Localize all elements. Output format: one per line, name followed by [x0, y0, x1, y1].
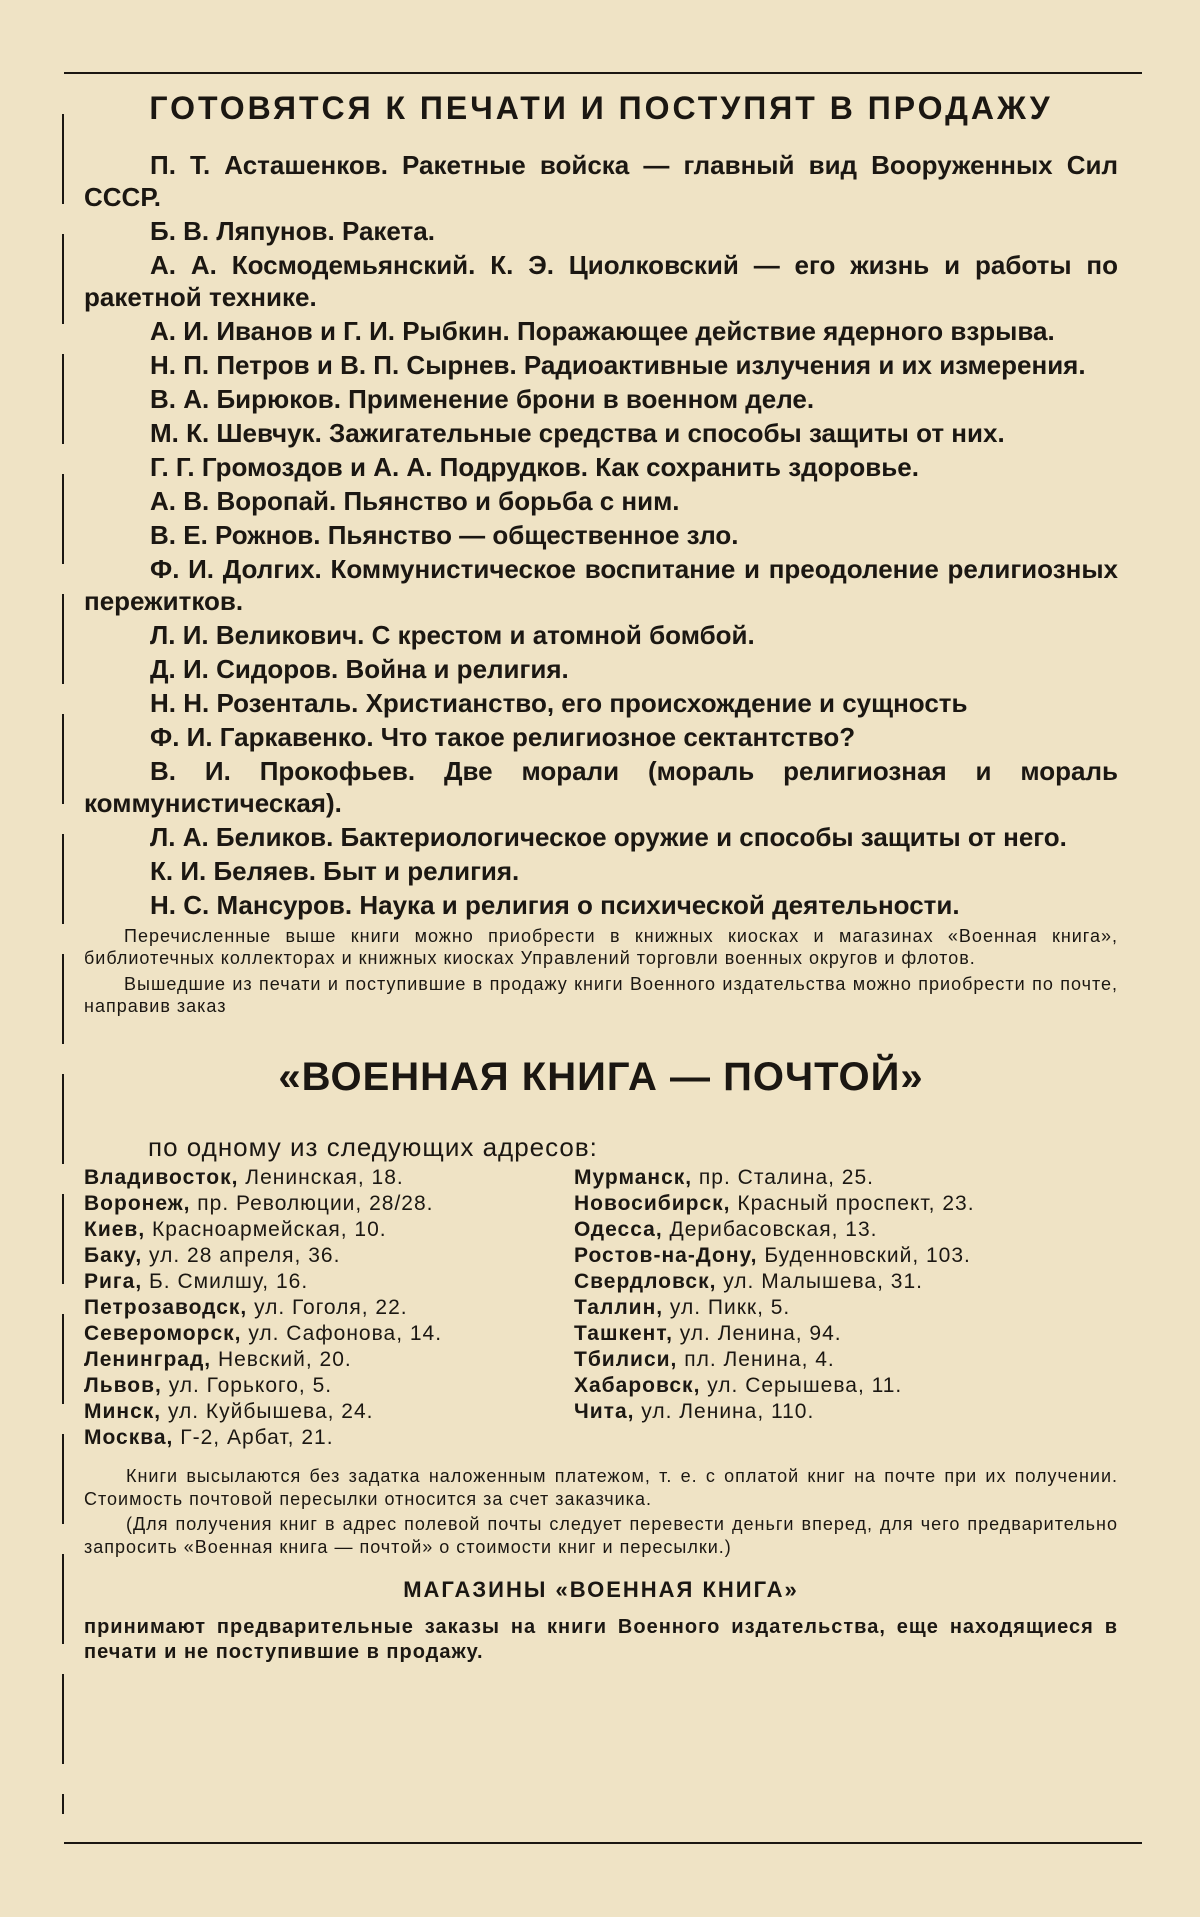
addresses-intro: по одному из следующих адресов: [148, 1132, 598, 1162]
announcement-page [84, 90, 1118, 1665]
address-column-left [84, 1165, 574, 1451]
field-post-note: (Для получения книг в адрес полевой почты следует перевести деньги вперед, для чего предварительно запросить «Военная книга — почтой» о стоимости книг и пересылки.) [84, 1514, 1118, 1557]
address-entry [84, 1399, 574, 1425]
address-street: пр. Сталина, 25. [692, 1166, 874, 1189]
book-entry: Ф. И. Долгих. Коммунистическое воспитание и преодоление религиозных пережитков. [84, 554, 1118, 616]
address-city: Таллин, [574, 1296, 664, 1319]
address-city: Североморск, [84, 1322, 242, 1345]
address-city: Владивосток, [84, 1166, 239, 1189]
address-street: ул. Ленина, 110. [634, 1400, 815, 1423]
address-street: Ленинская, 18. [238, 1166, 404, 1189]
book-entry: В. Е. Рожнов. Пьянство — общественное зло. [150, 520, 739, 550]
address-city: Хабаровск, [574, 1374, 701, 1397]
address-entry [84, 1217, 574, 1243]
book-entry: Л. И. Великович. С крестом и атомной бомбой. [150, 620, 755, 650]
address-entry [574, 1295, 1118, 1321]
availability-note: Перечисленные выше книги можно приобрести в книжных киосках и магазинах «Военная книга», библиотечных коллекторах и книжных киосках Управлений торговли военных округов и флотов. [84, 926, 1118, 968]
mail-order-title: «ВОЕННАЯ КНИГА — ПОЧТОЙ» [278, 1055, 924, 1099]
book-entry: Б. В. Ляпунов. Ракета. [150, 216, 435, 246]
address-street: ул. Горького, 5. [161, 1374, 333, 1397]
address-city: Минск, [84, 1400, 162, 1423]
address-street: Дерибасовская, 13. [662, 1218, 878, 1241]
address-city: Мурманск, [574, 1166, 693, 1189]
address-city: Ленинград, [84, 1348, 212, 1371]
book-entry: П. Т. Асташенков. Ракетные войска — главный вид Вооруженных Сил СССР. [84, 150, 1118, 212]
book-entry: Л. А. Беликов. Бактериологическое оружие и способы защиты от него. [150, 822, 1067, 852]
address-city: Киев, [84, 1218, 146, 1241]
address-street: ул. Пикк, 5. [663, 1296, 791, 1319]
address-street: ул. Серышева, 11. [700, 1374, 903, 1397]
book-entry: Н. Н. Розенталь. Христианство, его происхождение и сущность [150, 688, 968, 718]
book-entry: В. И. Прокофьев. Две морали (мораль религиозная и мораль коммунистическая). [84, 756, 1118, 818]
mail-order-note: Вышедшие из печати и поступившие в продажу книги Военного издательства можно приобрести по почте, направив заказ [84, 974, 1118, 1016]
book-entry: Н. П. Петров и В. П. Сырнев. Радиоактивные излучения и их измерения. [150, 350, 1086, 380]
address-entry [84, 1165, 574, 1191]
address-city: Чита, [574, 1400, 635, 1423]
address-city: Тбилиси, [574, 1348, 678, 1371]
address-entry [84, 1373, 574, 1399]
address-entry [574, 1243, 1118, 1269]
book-entry: Д. И. Сидоров. Война и религия. [150, 654, 569, 684]
shops-title: МАГАЗИНЫ «ВОЕННАЯ КНИГА» [403, 1577, 799, 1602]
address-entry [574, 1191, 1118, 1217]
book-entry: Г. Г. Громоздов и А. А. Подрудков. Как сохранить здоровье. [150, 452, 919, 482]
address-column-right [574, 1165, 1118, 1451]
address-street: пл. Ленина, 4. [677, 1348, 835, 1371]
address-entry [84, 1243, 574, 1269]
address-entry [84, 1425, 574, 1451]
address-city: Баку, [84, 1244, 143, 1267]
book-entry: К. И. Беляев. Быт и религия. [150, 856, 520, 886]
address-entry [574, 1321, 1118, 1347]
address-city: Ташкент, [574, 1322, 673, 1345]
address-city: Львов, [84, 1374, 162, 1397]
address-entry [84, 1321, 574, 1347]
book-entry: В. А. Бирюков. Применение брони в военном деле. [150, 384, 815, 414]
address-entry [574, 1347, 1118, 1373]
address-street: Красноармейская, 10. [145, 1218, 387, 1241]
book-entry: А. И. Иванов и Г. И. Рыбкин. Поражающее действие ядерного взрыва. [150, 316, 1055, 346]
book-entry: А. А. Космодемьянский. К. Э. Циолковский — его жизнь и работы по ракетной технике. [84, 250, 1118, 312]
address-entry [84, 1347, 574, 1373]
payment-note: Книги высылаются без задатка наложенным платежом, т. е. с оплатой книг на почте при их получении. Стоимость почтовой пересылки относится за счет заказчика. [84, 1466, 1118, 1509]
address-street: пр. Революции, 28/28. [190, 1192, 434, 1215]
address-street: ул. Гоголя, 22. [247, 1296, 408, 1319]
address-entry [84, 1269, 574, 1295]
address-city: Москва, [84, 1426, 174, 1449]
address-street: ул. Ленина, 94. [672, 1322, 842, 1345]
address-entry [574, 1373, 1118, 1399]
address-city: Свердловск, [574, 1270, 717, 1293]
address-street: ул. 28 апреля, 36. [142, 1244, 341, 1267]
address-entry [574, 1399, 1118, 1425]
address-entry [574, 1165, 1118, 1191]
book-entry: М. К. Шевчук. Зажигательные средства и способы защиты от них. [150, 418, 1005, 448]
address-entry [574, 1217, 1118, 1243]
address-street: Невский, 20. [211, 1348, 352, 1371]
address-city: Одесса, [574, 1218, 663, 1241]
address-street: ул. Малышева, 31. [716, 1270, 923, 1293]
address-entry [84, 1295, 574, 1321]
address-street: Буденновский, 103. [757, 1244, 971, 1267]
page-heading: ГОТОВЯТСЯ К ПЕЧАТИ И ПОСТУПЯТ В ПРОДАЖУ [149, 90, 1053, 126]
address-city: Ростов-на-Дону, [574, 1244, 758, 1267]
address-city: Воронеж, [84, 1192, 191, 1215]
address-street: Б. Смилшу, 16. [142, 1270, 309, 1293]
address-list [84, 1165, 1118, 1451]
book-entry: Ф. И. Гаркавенко. Что такое религиозное сектантство? [150, 722, 856, 752]
address-entry [84, 1191, 574, 1217]
shops-text: принимают предварительные заказы на книги Военного издательства, еще находящиеся в печати и не поступившие в продажу. [84, 1616, 1118, 1663]
address-street: ул. Куйбышева, 24. [161, 1400, 374, 1423]
address-city: Петрозаводск, [84, 1296, 248, 1319]
address-entry [574, 1269, 1118, 1295]
address-city: Рига, [84, 1270, 143, 1293]
book-entry: Н. С. Мансуров. Наука и религия о психической деятельности. [150, 890, 960, 920]
address-street: Г-2, Арбат, 21. [173, 1426, 334, 1449]
book-entry: А. В. Воропай. Пьянство и борьба с ним. [150, 486, 680, 516]
address-city: Новосибирск, [574, 1192, 731, 1215]
book-list [84, 149, 1118, 921]
address-street: Красный проспект, 23. [730, 1192, 975, 1215]
address-street: ул. Сафонова, 14. [241, 1322, 443, 1345]
